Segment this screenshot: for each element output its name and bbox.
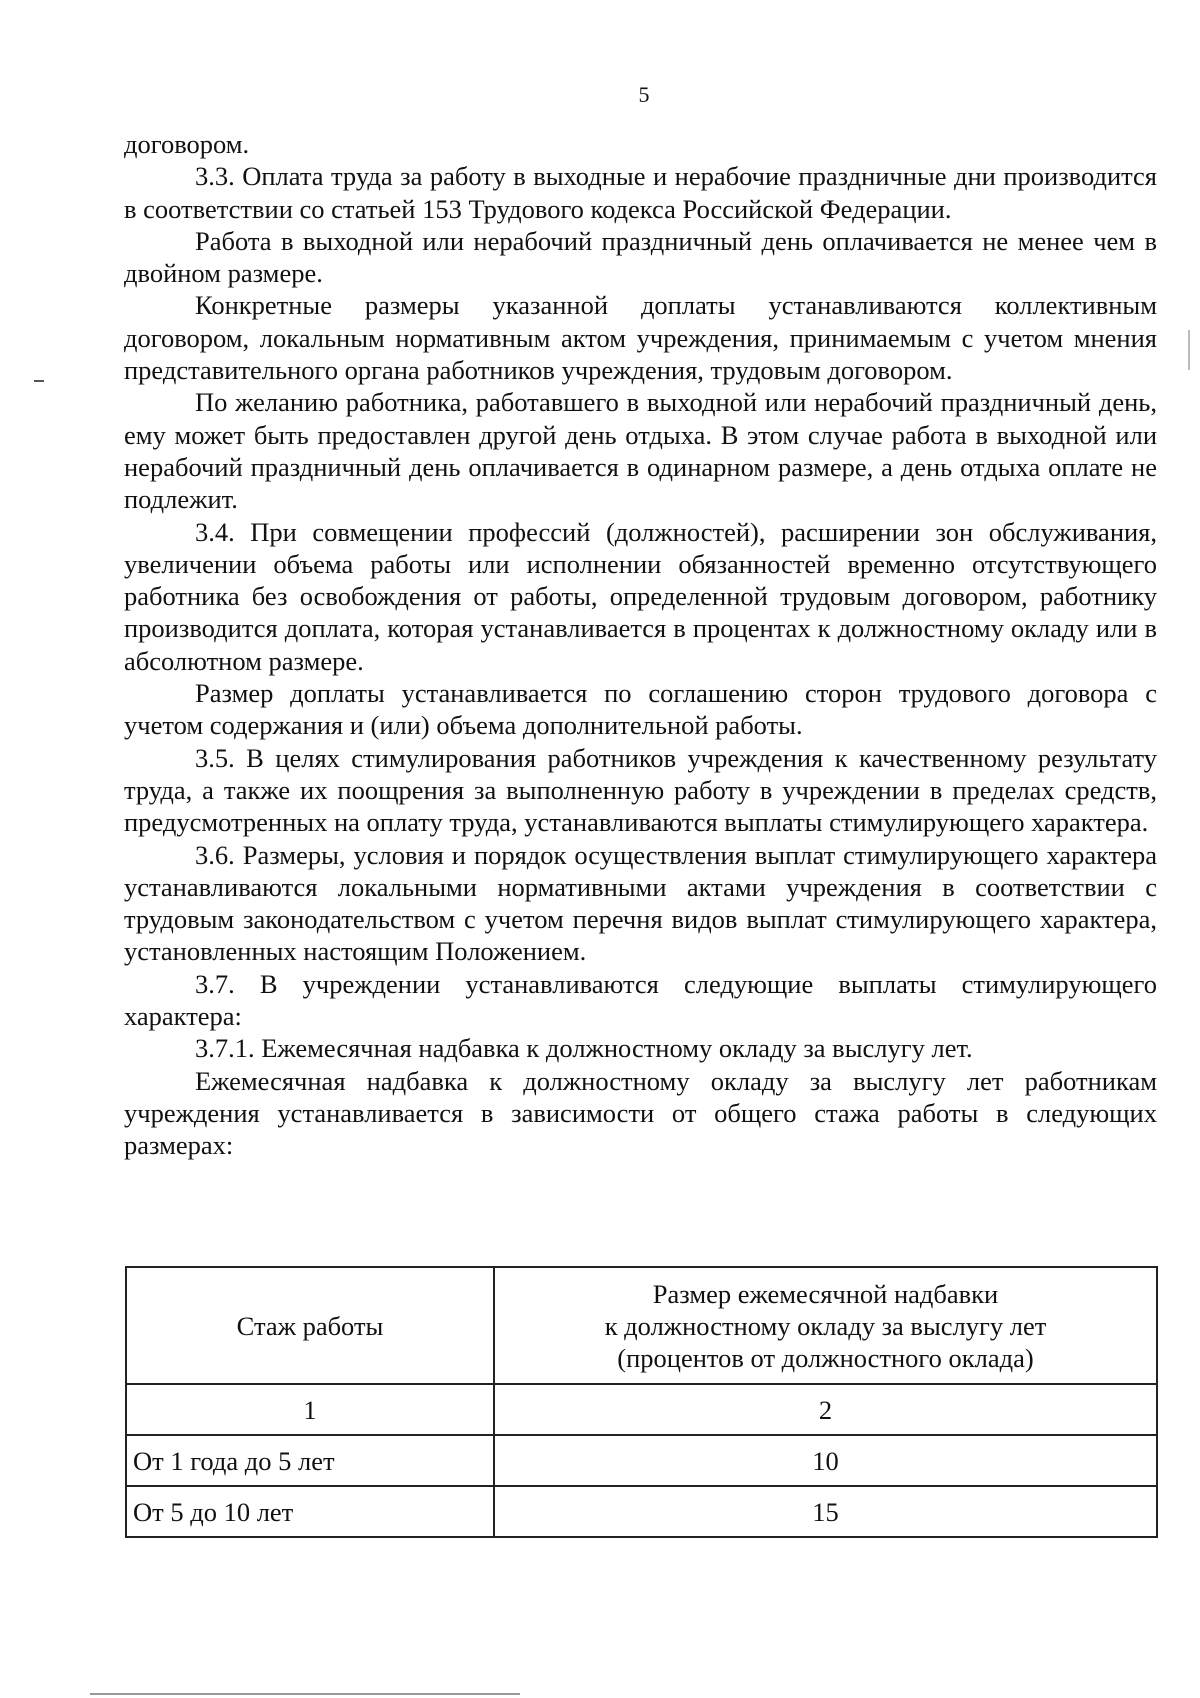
page-number: 5 bbox=[638, 82, 650, 107]
paragraph-day-off: По желанию работника, работавшего в выходной или нерабочий праздничный день, ему может быть предоставлен другой день отдыха. В этом случае работа в выходной или нерабочий праздничный день оплачивается в одинарном размере, а день отдыха оплате не подлежит. bbox=[124, 387, 1157, 515]
row-experience: От 1 года до 5 лет bbox=[126, 1435, 494, 1486]
table-numbering-row bbox=[126, 1384, 1157, 1435]
paragraph-continuation: договором. bbox=[124, 129, 250, 159]
column-number-2: 2 bbox=[494, 1384, 1157, 1435]
table-header-row bbox=[126, 1267, 1157, 1384]
paragraph-3-5: 3.5. В целях стимулирования работников учреждения к качественному результату труда, а также их поощрения за выполненную работу в учреждении в пределах средств, предусмотренных на оплату труда, устанавливаются выплаты стимулирующего характера. bbox=[124, 742, 1157, 838]
paragraph-3-7-1: 3.7.1. Ежемесячная надбавка к должностному окладу за выслугу лет. bbox=[195, 1033, 973, 1064]
paragraph-3-7: 3.7. В учреждении устанавливаются следующие выплаты стимулирующего характера: bbox=[124, 968, 1157, 1032]
paragraph-specific-sizes: Конкретные размеры указанной доплаты устанавливаются коллективным договором, локальным нормативным актом учреждения, принимаемым с учетом мнения представительного органа работников учреждения, трудовым договором. bbox=[124, 290, 1157, 386]
header-bonus-size-line2: к должностному окладу за выслугу лет bbox=[604, 1310, 1047, 1341]
paragraph-double-pay: Работа в выходной или нерабочий праздничный день оплачивается не менее чем в двойном размере. bbox=[124, 225, 1157, 289]
row-percent: 10 bbox=[494, 1435, 1157, 1486]
row-experience: От 5 до 10 лет bbox=[126, 1486, 494, 1537]
table-row bbox=[126, 1486, 1157, 1537]
paragraph-3-3: 3.3. Оплата труда за работу в выходные и нерабочие праздничные дни производится в соответствии со статьей 153 Трудового кодекса Российской Федерации. bbox=[124, 161, 1157, 224]
header-bonus-size-line3: (процентов от должностного оклада) bbox=[617, 1342, 1034, 1373]
column-number-1: 1 bbox=[126, 1384, 494, 1435]
paragraph-3-6: 3.6. Размеры, условия и порядок осуществления выплат стимулирующего характера устанавливаются локальными нормативными актами учреждения в соответствии с трудовым законодательством с учетом перечня видов выплат стимулирующего характера, установленных настоящим Положением. bbox=[124, 839, 1157, 967]
header-bonus-size bbox=[494, 1267, 1157, 1384]
table-row bbox=[126, 1435, 1157, 1486]
paragraph-seniority-bonus: Ежемесячная надбавка к должностному окладу за выслугу лет работникам учреждения устанавливается в зависимости от общего стажа работы в следующих размерах: bbox=[124, 1065, 1157, 1161]
seniority-table-wrapper bbox=[125, 1266, 1158, 1538]
seniority-bonus-table bbox=[125, 1266, 1158, 1538]
document-body bbox=[124, 128, 1157, 1162]
scan-artifact-mark bbox=[34, 380, 44, 382]
paragraph-3-4: 3.4. При совмещении профессий (должностей), расширении зон обслуживания, увеличении объема работы или исполнении обязанностей временно отсутствующего работника без освобождения от работы, определенной трудовым договором, работнику производится доплата, которая устанавливается в процентах к должностному окладу или в абсолютном размере. bbox=[124, 516, 1157, 676]
row-percent: 15 bbox=[494, 1486, 1157, 1537]
header-bonus-size-line1: Размер ежемесячной надбавки bbox=[652, 1278, 999, 1309]
scan-artifact-line bbox=[90, 1693, 520, 1695]
scan-artifact-edge bbox=[1188, 330, 1190, 370]
paragraph-extra-pay-size: Размер доплаты устанавливается по соглашению сторон трудового договора с учетом содержания и (или) объема дополнительной работы. bbox=[124, 678, 1157, 741]
header-experience: Стаж работы bbox=[126, 1267, 494, 1384]
